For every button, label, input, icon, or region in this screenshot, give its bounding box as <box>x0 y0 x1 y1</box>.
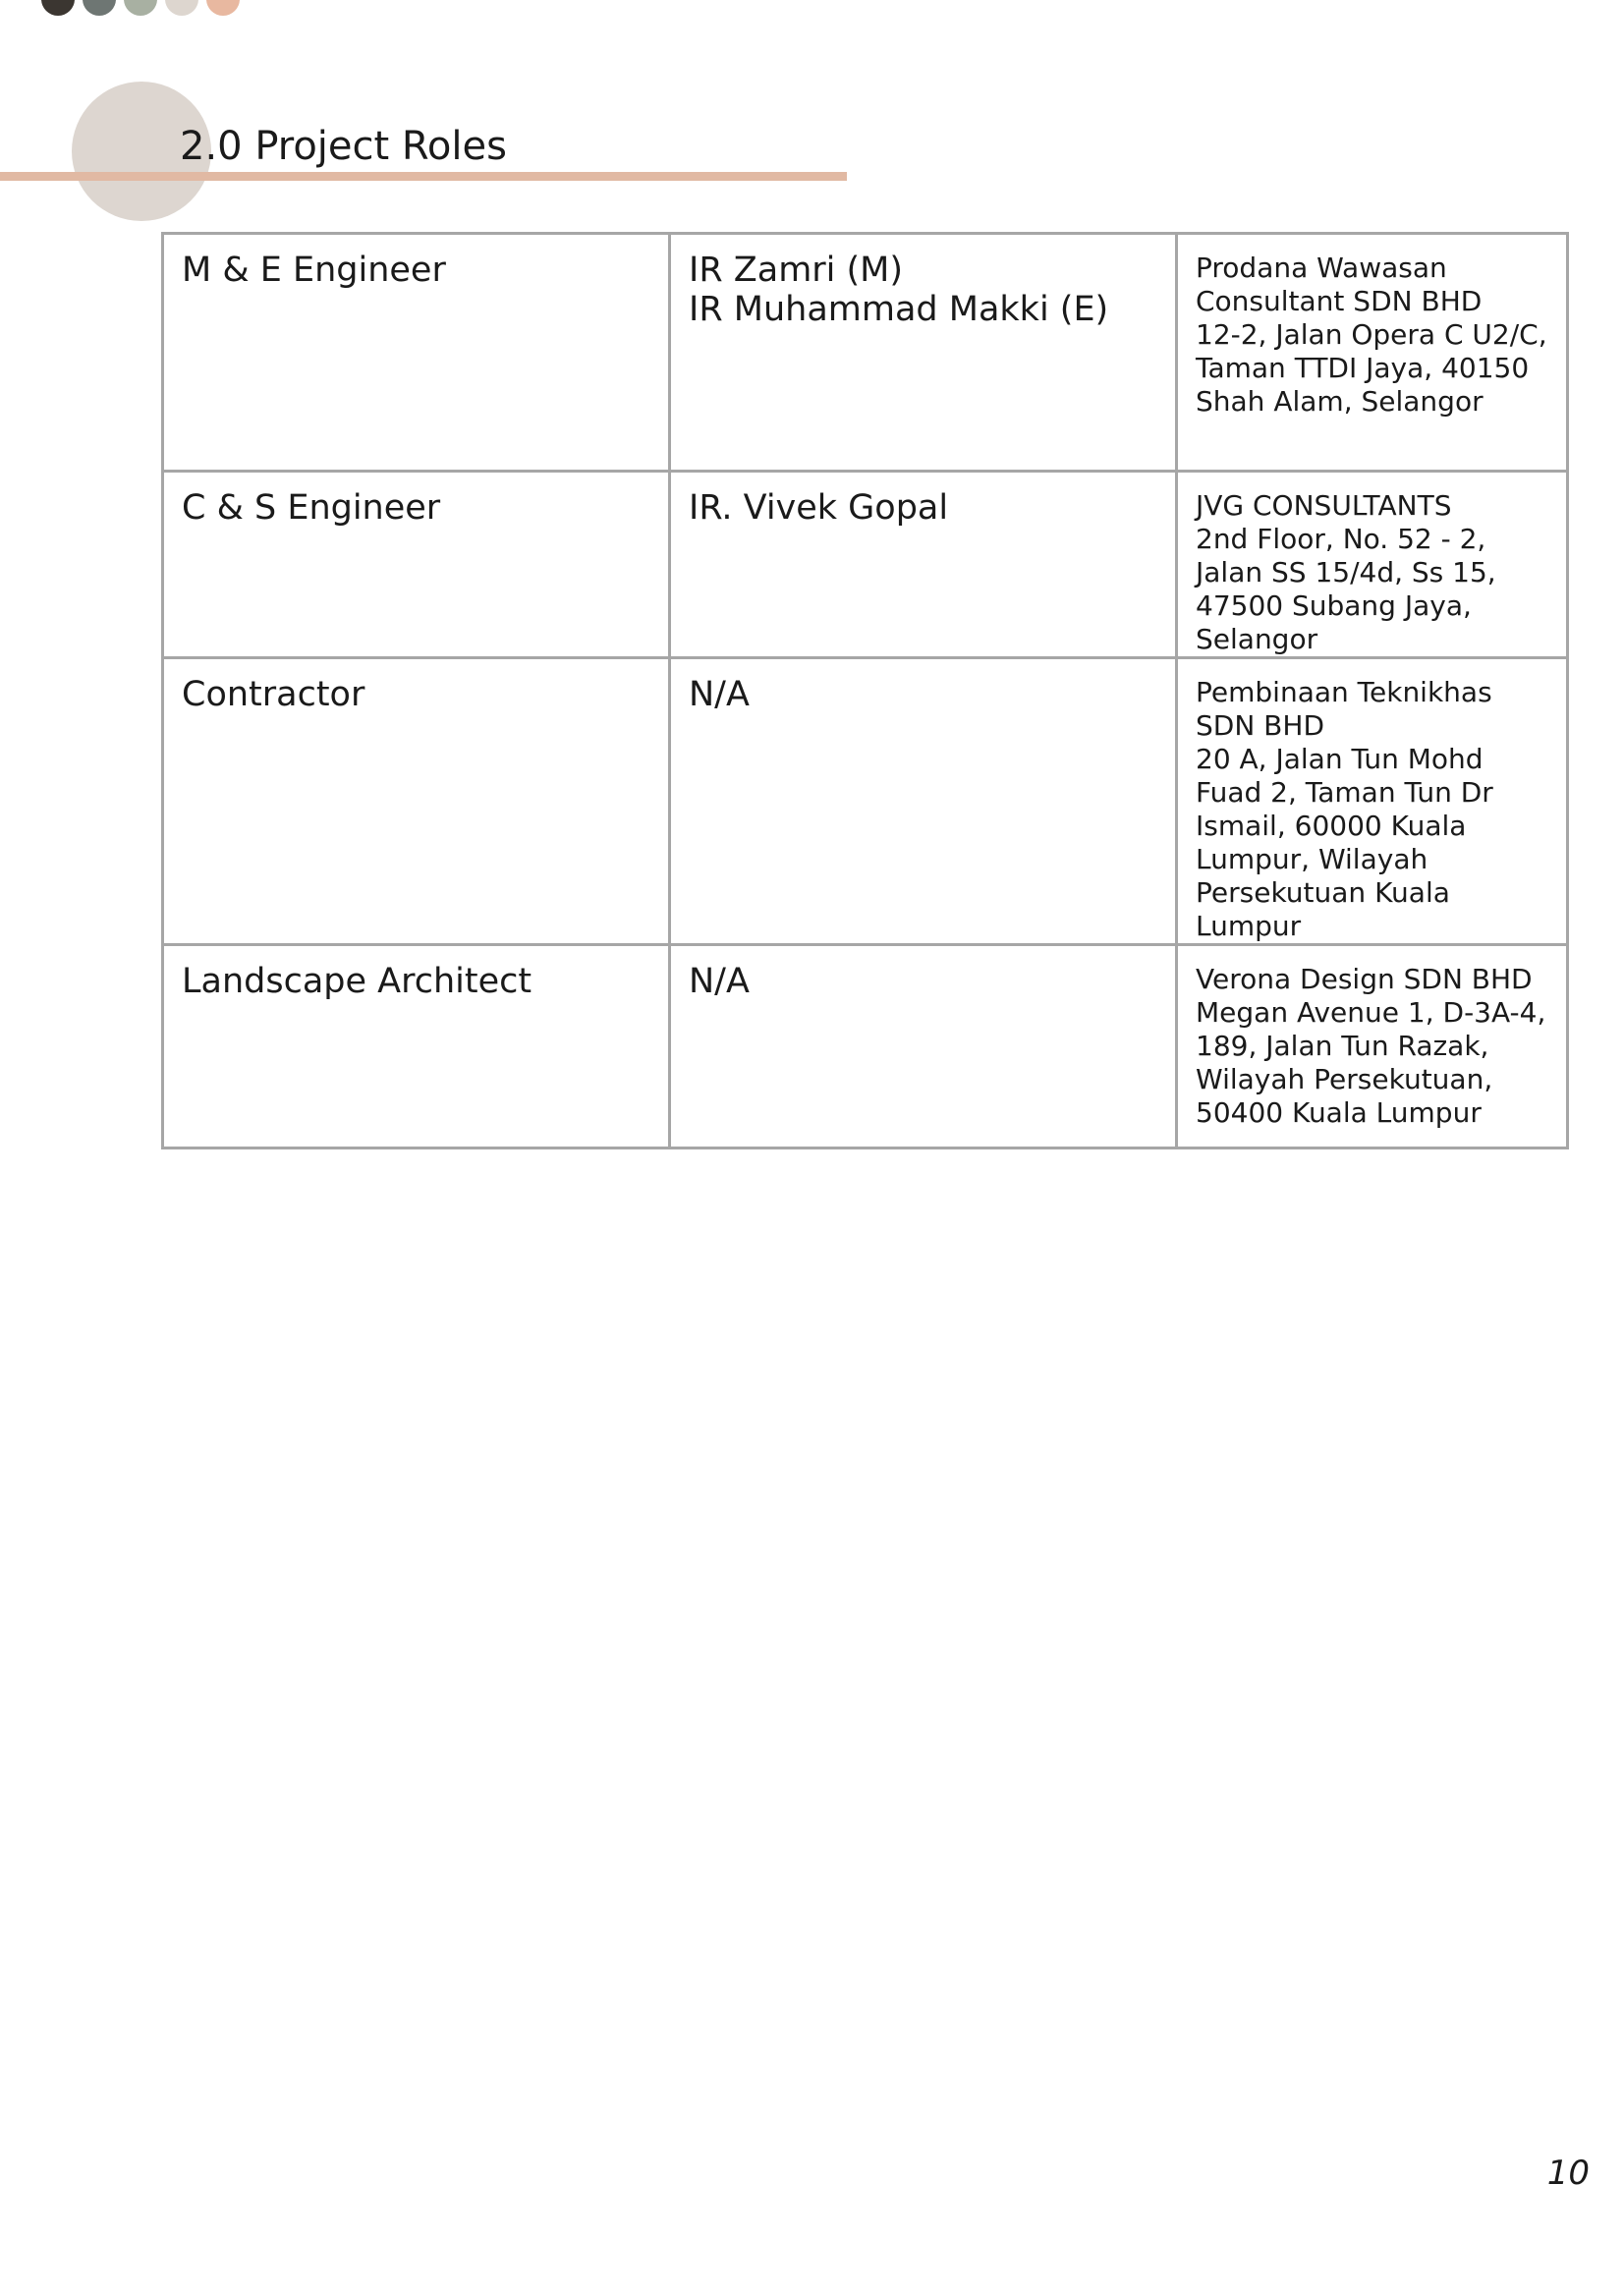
role-cell <box>163 658 670 945</box>
company-cell <box>1177 658 1568 945</box>
company-cell <box>1177 945 1568 1148</box>
project-roles-table <box>161 232 1569 1149</box>
person-cell <box>670 472 1177 658</box>
company-name: Pembinaan Teknikhas SDN BHD <box>1196 676 1492 742</box>
role-label: Landscape Architect <box>182 962 532 1001</box>
palette-swatch <box>206 0 240 16</box>
company-name: JVG CONSULTANTS <box>1196 489 1452 522</box>
person-name: IR. Vivek Gopal <box>689 488 949 528</box>
page-number: 10 <box>1546 2154 1590 2193</box>
role-cell <box>163 472 670 658</box>
role-label: M & E Engineer <box>182 251 446 290</box>
table-row <box>163 472 1568 658</box>
person-cell <box>670 658 1177 945</box>
page-title: 2.0 Project Roles <box>180 124 507 169</box>
company-address: 2nd Floor, No. 52 - 2, Jalan SS 15/4d, Ss 15, 47500 Subang Jaya, Selangor <box>1196 523 1496 655</box>
title-underline-bar <box>0 172 847 181</box>
company-cell <box>1177 472 1568 658</box>
table-row <box>163 234 1568 472</box>
person-name: N/A <box>689 675 750 714</box>
person-cell <box>670 945 1177 1148</box>
person-name: IR Zamri (M) <box>689 251 904 290</box>
palette-swatch <box>124 0 157 16</box>
palette-swatch <box>165 0 198 16</box>
role-cell <box>163 945 670 1148</box>
person-name: IR Muhammad Makki (E) <box>689 290 1109 329</box>
company-address: 12-2, Jalan Opera C U2/C, Taman TTDI Jaya, 40150 Shah Alam, Selangor <box>1196 318 1547 418</box>
person-cell <box>670 234 1177 472</box>
table-row <box>163 945 1568 1148</box>
company-cell <box>1177 234 1568 472</box>
company-name: Verona Design SDN BHD <box>1196 963 1533 995</box>
role-cell <box>163 234 670 472</box>
company-name: Prodana Wawasan Consultant SDN BHD <box>1196 252 1483 317</box>
role-label: C & S Engineer <box>182 488 441 528</box>
company-address: 20 A, Jalan Tun Mohd Fuad 2, Taman Tun Dr Ismail, 60000 Kuala Lumpur, Wilayah Persekutuan Kuala Lumpur <box>1196 743 1493 942</box>
company-address: Megan Avenue 1, D-3A-4, 189, Jalan Tun Razak, Wilayah Persekutuan, 50400 Kuala Lumpur <box>1196 996 1546 1129</box>
color-palette-swatches <box>31 0 246 18</box>
table-row <box>163 658 1568 945</box>
palette-swatch <box>41 0 75 16</box>
palette-swatch <box>83 0 116 16</box>
role-label: Contractor <box>182 675 365 714</box>
person-name: N/A <box>689 962 750 1001</box>
